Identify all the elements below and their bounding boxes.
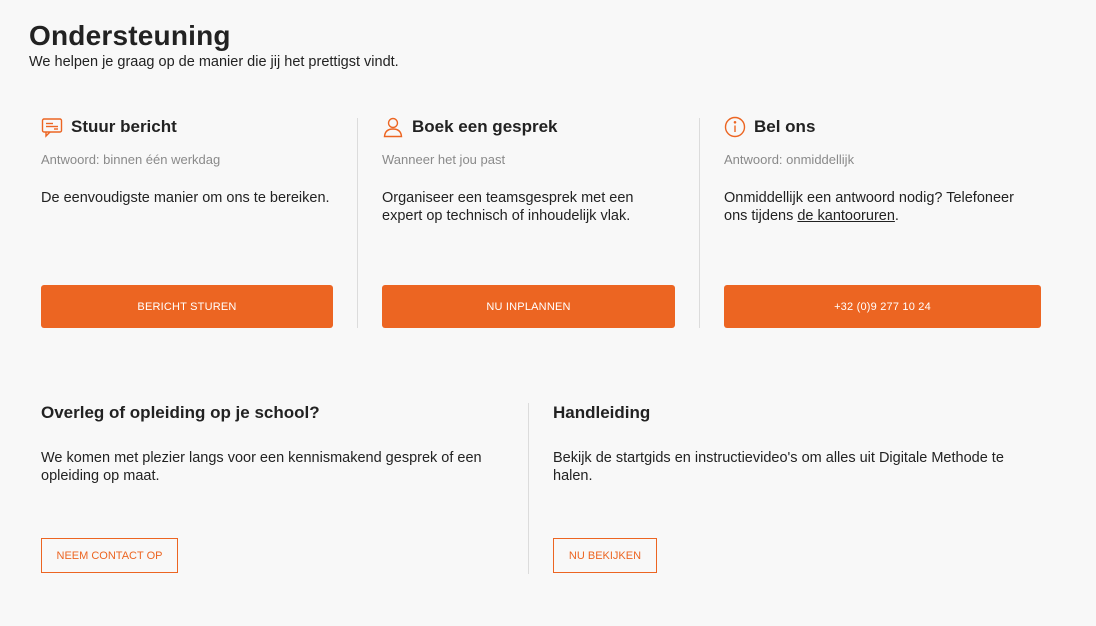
card-meta: Antwoord: binnen één werkdag: [41, 152, 221, 167]
person-icon: [382, 116, 404, 138]
schedule-button[interactable]: NU INPLANNEN: [382, 285, 675, 328]
card-title: Bel ons: [754, 117, 816, 136]
card-call-us: [724, 116, 1041, 225]
card-description: [724, 189, 1041, 225]
phone-button[interactable]: +32 (0)9 277 10 24: [724, 285, 1041, 328]
page-title: Ondersteuning: [29, 20, 231, 51]
section-manual: [553, 403, 1033, 485]
card-description: Organiseer een teamsgesprek met een expert op technisch of inhoudelijk vlak.: [382, 190, 634, 224]
chat-icon: [41, 116, 63, 138]
section-description: Bekijk de startgids en instructievideo's om alles uit Digitale Methode te halen.: [553, 450, 1004, 484]
description-text: .: [894, 208, 899, 224]
contact-button[interactable]: NEEM CONTACT OP: [41, 538, 178, 573]
send-message-button[interactable]: BERICHT STUREN: [41, 285, 333, 328]
section-school: [41, 403, 501, 485]
card-send-message: [41, 116, 333, 207]
description-text: Onmiddellijk een antwoord nodig? Telefoneer ons tijdens: [724, 190, 1014, 224]
divider: [357, 118, 358, 328]
page-subtitle: We helpen je graag op de manier die jij het prettigst vindt.: [29, 54, 399, 70]
divider: [699, 118, 700, 328]
section-title: Overleg of opleiding op je school?: [41, 403, 320, 422]
section-description: We komen met plezier langs voor een kennismakend gesprek of een opleiding op maat.: [41, 450, 482, 484]
card-meta: Wanneer het jou past: [382, 152, 506, 167]
card-title: Stuur bericht: [71, 117, 177, 136]
card-meta: Antwoord: onmiddellijk: [724, 152, 855, 167]
card-description: De eenvoudigste manier om ons te bereiken.: [41, 190, 330, 206]
view-button[interactable]: NU BEKIJKEN: [553, 538, 657, 573]
info-icon: [724, 116, 746, 138]
office-hours-link[interactable]: de kantooruren: [797, 208, 895, 224]
section-title: Handleiding: [553, 403, 651, 422]
card-title: Boek een gesprek: [412, 117, 558, 136]
divider: [528, 403, 529, 574]
card-book-meeting: [382, 116, 675, 225]
